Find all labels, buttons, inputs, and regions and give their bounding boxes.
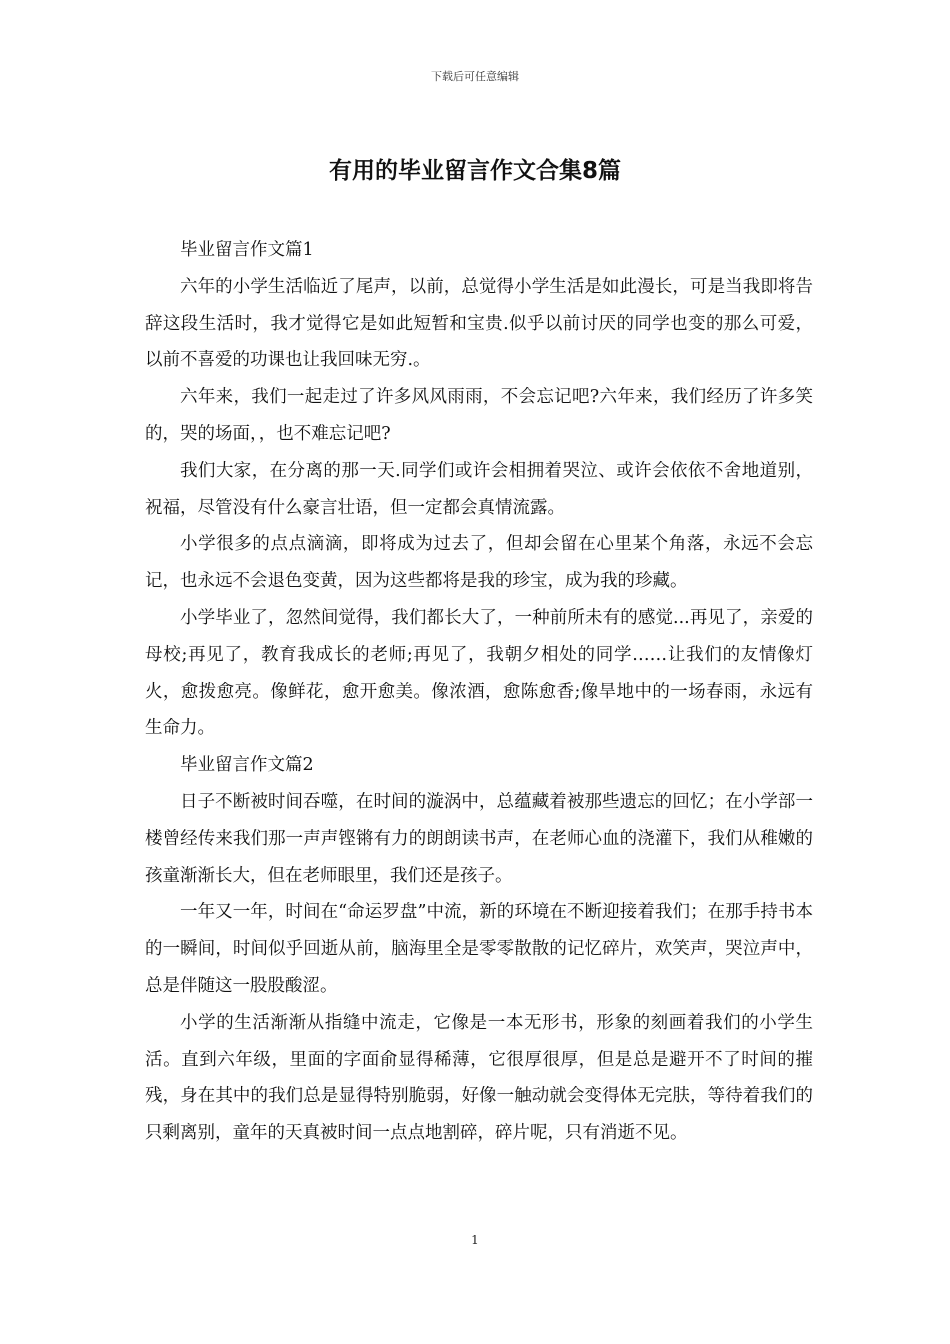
paragraph: 小学的生活渐渐从指缝中流走，它像是一本无形书，形象的刻画着我们的小学生活。直到六年级，里面的字面俞显得稀薄，它很厚很厚，但是总是避开不了时间的摧残，身在其中的我们总是显得特别脆弱，好像一触动就会变得体无完肤，等待着我们的只剩离别，童年的天真被时间一点点地割碎，碎片呢，只有消逝不见。 (145, 1012, 813, 1144)
document-body (145, 232, 813, 1152)
paragraph: 我们大家，在分离的那一天.同学们或许会相拥着哭泣、或许会依依不舍地道别，祝福，尽管没有什么豪言壮语，但一定都会真情流露。 (145, 460, 813, 518)
header-note: 下载后可任意编辑 (431, 70, 519, 83)
page-number: 1 (471, 1233, 479, 1247)
paragraph: 小学很多的点点滴滴，即将成为过去了，但却会留在心里某个角落，永远不会忘记，也永远不会退色变黄，因为这些都将是我的珍宝，成为我的珍藏。 (145, 534, 813, 592)
paragraph: 小学毕业了，忽然间觉得，我们都长大了，一种前所未有的感觉...再见了，亲爱的母校;再见了，教育我成长的老师;再见了，我朝夕相处的同学……让我们的友情像灯火，愈拨愈亮。像鲜花，愈开愈美。像浓酒，愈陈愈香;像旱地中的一场春雨，永远有生命力。 (145, 607, 813, 739)
paragraph: 六年的小学生活临近了尾声，以前，总觉得小学生活是如此漫长，可是当我即将告辞这段生活时，我才觉得它是如此短暂和宝贵.似乎以前讨厌的同学也变的那么可爱，以前不喜爱的功课也让我回味无穷.。 (145, 276, 813, 371)
section-heading-1: 毕业留言作文篇1 (180, 240, 314, 260)
section-heading-2: 毕业留言作文篇2 (180, 755, 314, 776)
paragraph: 一年又一年，时间在“命运罗盘”中流，新的环境在不断迎接着我们；在那手持书本的一瞬间，时间似乎回逝从前，脑海里全是零零散散的记忆碎片，欢笑声，哭泣声中，总是伴随这一股股酸涩。 (145, 902, 813, 996)
paragraph: 日子不断被时间吞噬，在时间的漩涡中，总蕴藏着被那些遗忘的回忆；在小学部一楼曾经传来我们那一声声铿锵有力的朗朗读书声，在老师心血的浇灌下，我们从稚嫩的孩童渐渐长大，但在老师眼里，我们还是孩子。 (145, 791, 813, 886)
paragraph: 六年来，我们一起走过了许多风风雨雨，不会忘记吧?六年来，我们经历了许多笑的，哭的场面，，也不难忘记吧? (145, 387, 813, 444)
document-title: 有用的毕业留言作文合集8篇 (328, 158, 621, 184)
